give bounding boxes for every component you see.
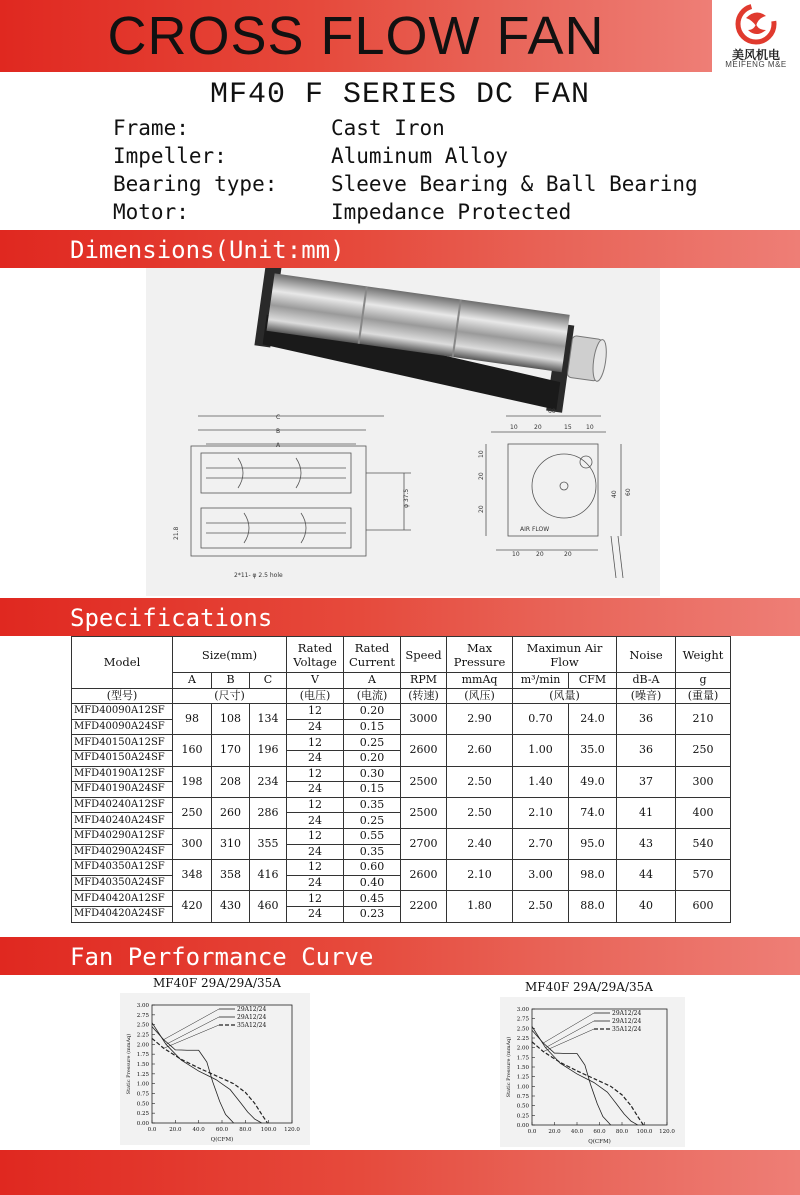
airflow-m3-cell: 1.40 — [513, 766, 569, 797]
size-b-cell: 310 — [212, 828, 250, 859]
weight-cell: 250 — [676, 735, 731, 766]
size-c-cell: 234 — [250, 766, 287, 797]
y-tick-label: 2.50 — [516, 1026, 529, 1033]
x-tick-label: 60.0 — [593, 1129, 606, 1135]
chart-title-right: MF40F 29A/29A/35A — [525, 980, 653, 994]
current-cell: 0.55 — [344, 828, 401, 844]
header-airflow — [513, 637, 617, 673]
spec-key: Bearing type: — [113, 172, 278, 196]
y-tick-label: 1.75 — [136, 1052, 149, 1059]
unit-mmaq: mmAq — [447, 673, 513, 689]
spec-key: Motor: — [113, 200, 189, 224]
airflow-cfm-cell: 98.0 — [569, 860, 617, 891]
current-cell: 0.25 — [344, 813, 401, 829]
current-cell: 0.15 — [344, 782, 401, 798]
x-tick-label: 0.0 — [147, 1127, 157, 1133]
cn-current: (电流) — [344, 688, 401, 704]
voltage-cell: 24 — [287, 719, 344, 735]
side-h20a-label: 20 — [478, 472, 485, 480]
header-speed: Speed — [401, 637, 447, 673]
dim-b-label: B — [276, 428, 281, 435]
logo-chinese-text: 美风机电 — [731, 48, 780, 62]
dim-a-label: A — [276, 442, 281, 449]
legend-label: 29A12/24 — [237, 1006, 267, 1013]
table-row — [72, 735, 731, 751]
header-voltage-line1: Rated — [297, 640, 333, 655]
side-b20a-label: 20 — [536, 551, 544, 558]
airflow-cfm-cell: 88.0 — [569, 891, 617, 922]
performance-chart-right-svg — [500, 997, 685, 1147]
table-row — [72, 860, 731, 876]
current-cell: 0.30 — [344, 766, 401, 782]
table-row — [72, 766, 731, 782]
header-current-line1: Rated — [354, 640, 390, 655]
size-a-cell: 250 — [173, 797, 212, 828]
legend-leader — [543, 1029, 594, 1052]
pressure-cell: 2.10 — [447, 860, 513, 891]
fan-drawing-graphic — [146, 268, 660, 596]
pressure-cell: 2.40 — [447, 828, 513, 859]
y-tick-label: 0.25 — [136, 1111, 149, 1118]
model-cell: MFD40290A12SF — [72, 828, 173, 844]
plot-frame — [532, 1009, 667, 1125]
speed-cell: 3000 — [401, 704, 447, 735]
side-h40-label: 40 — [611, 490, 618, 498]
unit-b: B — [212, 673, 250, 689]
airflow-label: AIR FLOW — [520, 526, 550, 533]
unit-current: A — [344, 673, 401, 689]
header-weight: Weight — [676, 637, 731, 673]
spec-key: Impeller: — [113, 144, 227, 168]
model-cell: MFD40150A12SF — [72, 735, 173, 751]
current-cell: 0.45 — [344, 891, 401, 907]
x-tick-label: 120.0 — [659, 1129, 675, 1135]
spec-value: Impedance Protected — [331, 200, 572, 224]
spec-value: Aluminum Alloy — [331, 144, 509, 168]
x-tick-label: 20.0 — [548, 1129, 561, 1135]
voltage-cell: 12 — [287, 891, 344, 907]
section-title-dimensions: Dimensions(Unit:mm) — [70, 236, 345, 264]
cn-model: (型号) — [72, 688, 173, 704]
x-tick-label: 100.0 — [260, 1127, 277, 1133]
section-title-performance: Fan Performance Curve — [70, 943, 374, 971]
side-h60-label: 60 — [625, 488, 632, 496]
performance-chart-right — [500, 997, 685, 1147]
table-row — [72, 828, 731, 844]
performance-chart-left-svg — [120, 993, 310, 1145]
weight-cell: 570 — [676, 860, 731, 891]
current-cell: 0.15 — [344, 719, 401, 735]
dim-218-label: 21.8 — [173, 526, 180, 540]
side-h20b-label: 20 — [478, 505, 485, 513]
y-tick-label: 2.50 — [136, 1022, 149, 1029]
series-line — [152, 1023, 262, 1123]
y-axis-label: Static Pressure (mmAq) — [506, 1036, 512, 1098]
x-tick-label: 40.0 — [192, 1127, 205, 1133]
legend-leader — [543, 1013, 594, 1043]
current-cell: 0.23 — [344, 906, 401, 922]
y-tick-label: 2.75 — [136, 1012, 149, 1019]
table-row — [72, 891, 731, 907]
voltage-cell: 12 — [287, 704, 344, 720]
airflow-m3-cell: 0.70 — [513, 704, 569, 735]
legend-leader — [546, 1021, 595, 1048]
series-line — [532, 1042, 643, 1125]
size-a-cell: 420 — [173, 891, 212, 922]
y-tick-label: 2.00 — [136, 1042, 149, 1049]
size-c-cell: 355 — [250, 828, 287, 859]
brand-logo — [712, 0, 800, 72]
weight-cell: 600 — [676, 891, 731, 922]
voltage-cell: 24 — [287, 750, 344, 766]
side-d15-label: 15 — [564, 424, 572, 431]
size-b-cell: 358 — [212, 860, 250, 891]
unit-g: g — [676, 673, 731, 689]
model-cell: MFD40190A12SF — [72, 766, 173, 782]
table-header-row — [72, 637, 731, 673]
voltage-cell: 12 — [287, 797, 344, 813]
y-tick-label: 1.75 — [516, 1055, 529, 1062]
front-view-drawing — [191, 416, 411, 556]
y-tick-label: 1.50 — [516, 1065, 529, 1071]
pressure-cell: 2.50 — [447, 766, 513, 797]
model-cell: MFD40240A12SF — [72, 797, 173, 813]
size-b-cell: 108 — [212, 704, 250, 735]
dim-d375-label: φ 37.5 — [403, 488, 410, 508]
legend-label: 29A12/24 — [237, 1014, 267, 1021]
noise-cell: 41 — [617, 797, 676, 828]
series-subtitle: MF40 F SERIES DC FAN — [209, 78, 591, 112]
header-current — [344, 637, 401, 673]
speed-cell: 2200 — [401, 891, 447, 922]
speed-cell: 2600 — [401, 735, 447, 766]
header-voltage — [287, 637, 344, 673]
speed-cell: 2600 — [401, 860, 447, 891]
table-cn-row — [72, 688, 731, 704]
airflow-cfm-cell: 74.0 — [569, 797, 617, 828]
x-tick-label: 80.0 — [615, 1129, 629, 1135]
cn-size: (尺寸) — [173, 688, 287, 704]
plot-frame — [152, 1005, 292, 1123]
speed-cell: 2500 — [401, 797, 447, 828]
unit-m3min: m³/min — [513, 673, 569, 689]
legend-leader — [164, 1009, 219, 1040]
y-tick-label: 1.50 — [136, 1062, 149, 1068]
page-title: CROSS FLOW FAN — [107, 6, 605, 66]
voltage-cell: 12 — [287, 766, 344, 782]
voltage-cell: 24 — [287, 875, 344, 891]
header-model: Model — [72, 637, 173, 689]
y-tick-label: 2.00 — [516, 1045, 529, 1052]
pressure-cell: 2.60 — [447, 735, 513, 766]
pressure-cell: 1.80 — [447, 891, 513, 922]
y-tick-label: 0.50 — [516, 1103, 529, 1110]
weight-cell: 210 — [676, 704, 731, 735]
current-cell: 0.60 — [344, 860, 401, 876]
header-current-line2: Current — [348, 654, 396, 669]
cn-voltage: (电压) — [287, 688, 344, 704]
y-tick-label: 1.00 — [136, 1081, 149, 1088]
header-pressure — [447, 637, 513, 673]
unit-c: C — [250, 673, 287, 689]
header-size: Size(mm) — [173, 637, 287, 673]
current-cell: 0.20 — [344, 704, 401, 720]
current-cell: 0.35 — [344, 797, 401, 813]
y-tick-label: 0.75 — [516, 1094, 529, 1100]
airflow-cfm-cell: 49.0 — [569, 766, 617, 797]
cn-weight: (重量) — [676, 688, 731, 704]
airflow-cfm-cell: 24.0 — [569, 704, 617, 735]
series-line — [152, 1038, 268, 1123]
size-c-cell: 460 — [250, 891, 287, 922]
model-cell: MFD40290A24SF — [72, 844, 173, 860]
y-tick-label: 2.25 — [136, 1032, 149, 1039]
legend-label: 35A12/24 — [237, 1022, 267, 1029]
legend-label: 35A12/24 — [612, 1026, 642, 1033]
header-noise: Noise — [617, 637, 676, 673]
model-cell: MFD40420A24SF — [72, 906, 173, 922]
side-d10-label: 10 — [510, 424, 518, 431]
header-pressure-line1: Max — [466, 640, 493, 655]
x-tick-label: 60.0 — [215, 1127, 229, 1133]
current-cell: 0.20 — [344, 750, 401, 766]
table-row — [72, 704, 731, 720]
spec-value: Sleeve Bearing & Ball Bearing — [331, 172, 698, 196]
noise-cell: 37 — [617, 766, 676, 797]
model-cell: MFD40420A12SF — [72, 891, 173, 907]
noise-cell: 36 — [617, 704, 676, 735]
size-a-cell: 300 — [173, 828, 212, 859]
size-b-cell: 170 — [212, 735, 250, 766]
model-cell: MFD40190A24SF — [72, 782, 173, 798]
model-cell: MFD40350A24SF — [72, 875, 173, 891]
size-a-cell: 98 — [173, 704, 212, 735]
airflow-cfm-cell: 95.0 — [569, 828, 617, 859]
side-d10b-label: 10 — [586, 424, 594, 431]
legend-leader — [166, 1017, 219, 1044]
voltage-cell: 12 — [287, 860, 344, 876]
spec-key: Frame: — [113, 116, 189, 140]
series-line — [532, 1026, 638, 1125]
y-tick-label: 3.00 — [136, 1003, 149, 1009]
side-h10-label: 10 — [478, 450, 485, 458]
model-cell: MFD40150A24SF — [72, 750, 173, 766]
header-airflow-line2: Flow — [550, 654, 579, 669]
model-cell: MFD40350A12SF — [72, 860, 173, 876]
y-tick-label: 2.25 — [516, 1036, 529, 1042]
side-b10-label: 10 — [512, 551, 520, 558]
voltage-cell: 24 — [287, 844, 344, 860]
y-tick-label: 0.75 — [136, 1091, 149, 1098]
y-tick-label: 0.50 — [136, 1101, 149, 1108]
size-b-cell: 208 — [212, 766, 250, 797]
x-axis-label: Q(CFM) — [588, 1139, 611, 1145]
current-cell: 0.25 — [344, 735, 401, 751]
y-tick-label: 1.00 — [516, 1084, 529, 1091]
x-tick-label: 40.0 — [570, 1129, 584, 1135]
airflow-m3-cell: 2.10 — [513, 797, 569, 828]
current-cell: 0.40 — [344, 875, 401, 891]
x-tick-label: 0.0 — [527, 1129, 537, 1135]
cn-airflow: (风量) — [513, 688, 617, 704]
noise-cell: 43 — [617, 828, 676, 859]
specifications-table-body — [72, 637, 731, 923]
dimension-drawing — [146, 268, 660, 596]
x-tick-label: 20.0 — [169, 1127, 182, 1133]
x-axis-label: Q(CFM) — [210, 1137, 234, 1143]
size-c-cell: 286 — [250, 797, 287, 828]
side-d20-label: 20 — [534, 424, 542, 431]
chart-title-left: MF40F 29A/29A/35A — [153, 976, 281, 990]
size-a-cell: 198 — [173, 766, 212, 797]
size-b-cell: 260 — [212, 797, 250, 828]
size-c-cell: 196 — [250, 735, 287, 766]
airflow-m3-cell: 3.00 — [513, 860, 569, 891]
weight-cell: 400 — [676, 797, 731, 828]
size-b-cell: 430 — [212, 891, 250, 922]
unit-dba: dB-A — [617, 673, 676, 689]
noise-cell: 40 — [617, 891, 676, 922]
header-pressure-line2: Pressure — [453, 654, 506, 669]
table-row — [72, 797, 731, 813]
y-tick-label: 1.25 — [136, 1071, 149, 1078]
section-title-specifications: Specifications — [70, 604, 273, 632]
spec-value: Cast Iron — [331, 116, 445, 140]
performance-chart-left — [120, 993, 310, 1145]
speed-cell: 2700 — [401, 828, 447, 859]
x-tick-label: 120.0 — [284, 1127, 300, 1133]
y-tick-label: 0.00 — [136, 1121, 149, 1127]
model-cell: MFD40090A12SF — [72, 704, 173, 720]
current-cell: 0.35 — [344, 844, 401, 860]
voltage-cell: 24 — [287, 782, 344, 798]
footer-bar — [0, 1150, 800, 1195]
voltage-cell: 12 — [287, 735, 344, 751]
weight-cell: 300 — [676, 766, 731, 797]
unit-cfm: CFM — [569, 673, 617, 689]
legend-label: 29A12/24 — [612, 1018, 642, 1025]
airflow-m3-cell: 2.70 — [513, 828, 569, 859]
y-tick-label: 2.75 — [516, 1016, 529, 1023]
unit-v: V — [287, 673, 344, 689]
noise-cell: 36 — [617, 735, 676, 766]
model-cell: MFD40240A24SF — [72, 813, 173, 829]
y-axis-label: Static Pressure (mmAq) — [126, 1033, 132, 1095]
legend-label: 29A12/24 — [612, 1010, 642, 1017]
cn-pressure: (风压) — [447, 688, 513, 704]
logo-mark-icon — [712, 0, 800, 46]
y-tick-label: 3.00 — [516, 1007, 529, 1013]
x-tick-label: 100.0 — [636, 1129, 653, 1135]
voltage-cell: 24 — [287, 906, 344, 922]
model-cell: MFD40090A24SF — [72, 719, 173, 735]
cn-noise: (噪音) — [617, 688, 676, 704]
fan-photo — [251, 268, 613, 418]
airflow-m3-cell: 1.00 — [513, 735, 569, 766]
weight-cell: 540 — [676, 828, 731, 859]
noise-cell: 44 — [617, 860, 676, 891]
side-view-drawing — [486, 416, 623, 578]
specifications-table — [71, 636, 731, 923]
size-a-cell: 348 — [173, 860, 212, 891]
logo-english-text: MEIFENG M&E — [725, 60, 787, 69]
size-a-cell: 160 — [173, 735, 212, 766]
header-voltage-line2: Voltage — [293, 654, 337, 669]
y-tick-label: 0.00 — [516, 1123, 529, 1129]
legend-leader — [164, 1025, 219, 1048]
airflow-cfm-cell: 35.0 — [569, 735, 617, 766]
header-airflow-line1: Maximun Air — [526, 640, 603, 655]
cn-speed: (转速) — [401, 688, 447, 704]
speed-cell: 2500 — [401, 766, 447, 797]
pressure-cell: 2.90 — [447, 704, 513, 735]
dim-hole-label: 2*11- φ 2.5 hole — [234, 572, 283, 579]
size-c-cell: 416 — [250, 860, 287, 891]
x-tick-label: 80.0 — [239, 1127, 252, 1133]
pressure-cell: 2.50 — [447, 797, 513, 828]
side-w60-label: 60 — [548, 408, 556, 415]
airflow-m3-cell: 2.50 — [513, 891, 569, 922]
size-c-cell: 134 — [250, 704, 287, 735]
y-tick-label: 0.25 — [516, 1113, 529, 1120]
unit-a: A — [173, 673, 212, 689]
voltage-cell: 24 — [287, 813, 344, 829]
y-tick-label: 1.25 — [516, 1074, 529, 1081]
dim-c-label: C — [276, 414, 281, 421]
voltage-cell: 12 — [287, 828, 344, 844]
side-b20b-label: 20 — [564, 551, 572, 558]
unit-rpm: RPM — [401, 673, 447, 689]
